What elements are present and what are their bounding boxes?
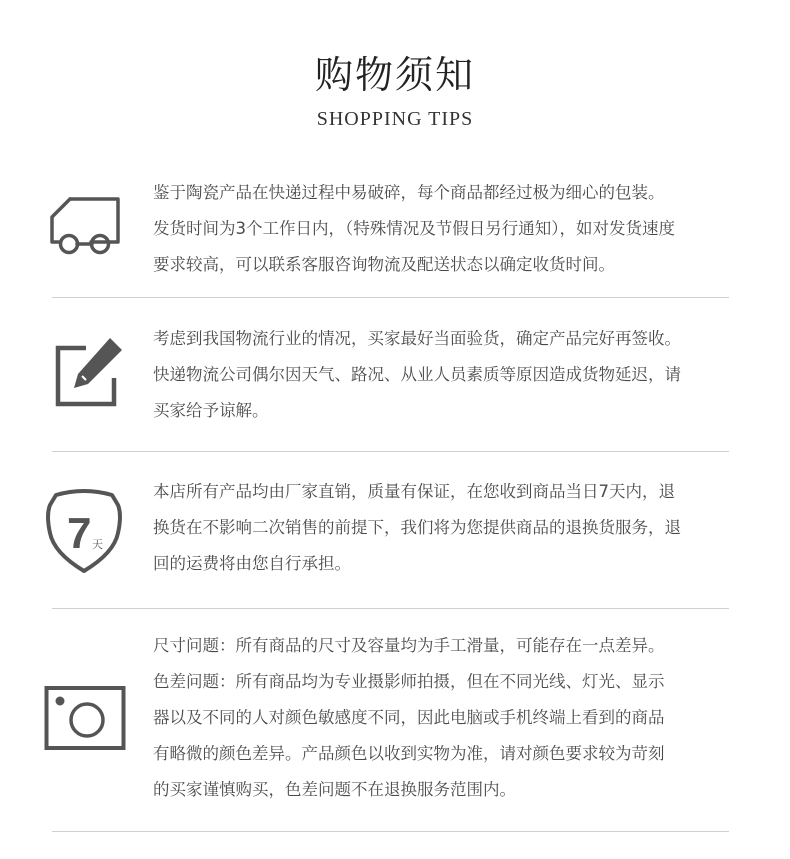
badge-number: 7	[67, 509, 92, 558]
seven-day-return-badge-icon	[44, 485, 124, 575]
return-text	[153, 474, 733, 582]
text-line: 回的运费将由您自行承担。	[153, 554, 351, 573]
camera-icon	[44, 684, 126, 752]
text-line: 考虑到我国物流行业的情况，买家最好当面验货，确定产品完好再签收。	[153, 329, 681, 348]
truck-icon	[44, 192, 128, 258]
text-line: 本店所有产品均由厂家直销，质量有保证，在您收到商品当日7天内，退	[153, 482, 675, 501]
text-line: 鉴于陶瓷产品在快递过程中易破碎，每个商品都经过极为细心的包装。	[153, 183, 665, 202]
section-divider	[52, 831, 729, 832]
inspection-text	[153, 321, 733, 429]
text-line: 有略微的颜色差异。产品颜色以收到实物为准，请对颜色要求较为苛刻	[153, 744, 665, 763]
section-divider	[52, 451, 729, 452]
edit-icon	[44, 334, 128, 410]
section-divider	[52, 297, 729, 298]
text-line: 快递物流公司偶尔因天气、路况、从业人员素质等原因造成货物延迟，请	[153, 365, 681, 384]
shipping-text	[153, 175, 733, 283]
badge-unit: 天	[92, 538, 103, 551]
text-line: 换货在不影响二次销售的前提下，我们将为您提供商品的退换货服务，退	[153, 518, 681, 537]
text-line: 买家给予谅解。	[153, 401, 269, 420]
page-title: 购物须知	[314, 53, 475, 97]
text-line: 的买家谨慎购买，色差问题不在退换服务范围内。	[153, 780, 516, 799]
section-divider	[52, 608, 729, 609]
page-subtitle: SHOPPING TIPS	[316, 108, 474, 130]
text-line: 器以及不同的人对颜色敏感度不同，因此电脑或手机终端上看到的商品	[153, 708, 665, 727]
text-line: 发货时间为3个工作日内，（特殊情况及节假日另行通知），如对发货速度	[153, 219, 675, 238]
text-line: 色差问题：所有商品均为专业摄影师拍摄，但在不同光线、灯光、显示	[153, 672, 665, 691]
size-color-text	[153, 628, 733, 808]
text-line: 尺寸问题：所有商品的尺寸及容量均为手工滑量，可能存在一点差异。	[153, 636, 665, 655]
text-line: 要求较高，可以联系客服咨询物流及配送状态以确定收货时间。	[153, 255, 615, 274]
